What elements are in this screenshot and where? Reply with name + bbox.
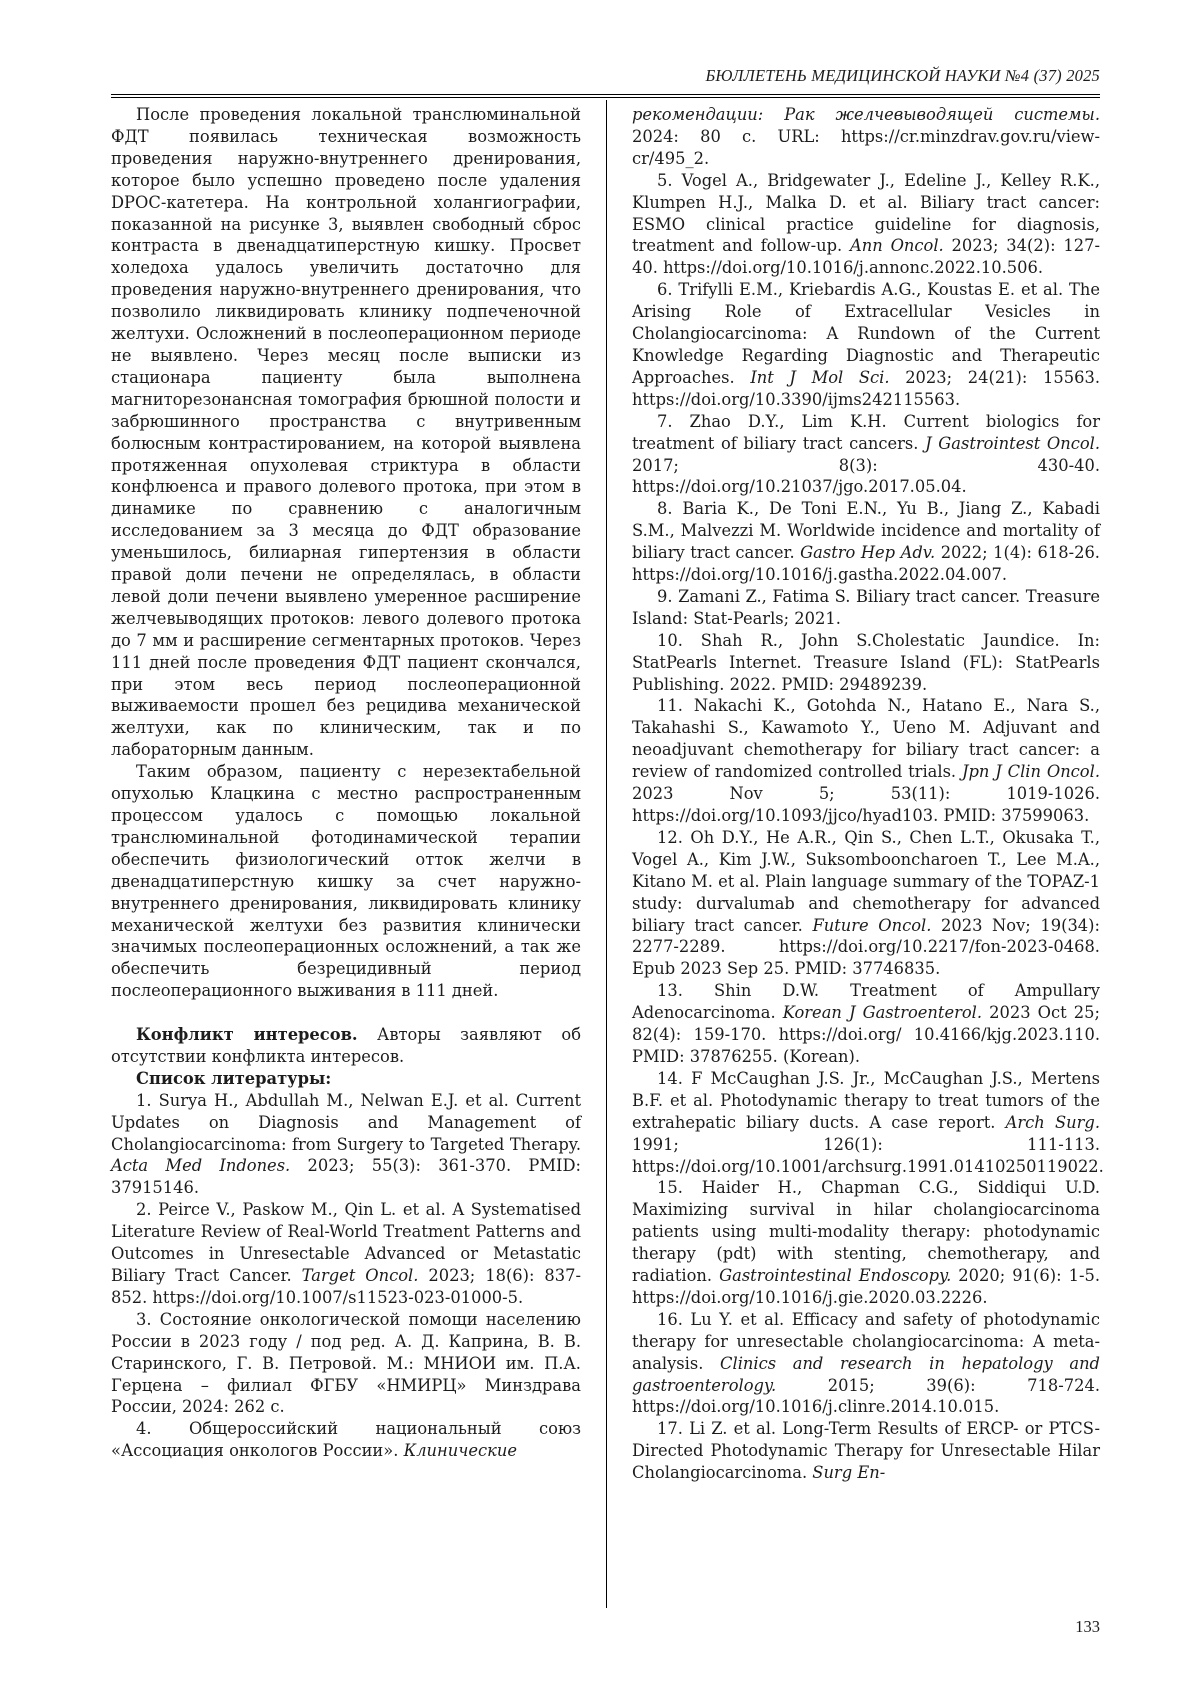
column-divider: [606, 100, 607, 1608]
page-number: 133: [1075, 1617, 1100, 1636]
reference-item: 1. Surya H., Abdullah M., Nelwan E.J. et al. Current Updates on Diagnosis and Management of Cholangiocarcinoma: from Surgery to Targeted Therapy. Acta Med Indones. 2023; 55(3): 361-370. PMID: 37915146.: [111, 1090, 582, 1198]
reference-item: 12. Oh D.Y., He A.R., Qin S., Chen L.T., Okusaka T., Vogel A., Kim J.W., Suksombooncharoen T., Lee M.A., Kitano M. et al. Plain language summary of the TOPAZ-1 study: durvalumab and chemotherapy for advanced biliary tract cancer. Future Oncol. 2023 Nov; 19(34): 2277-2289. https://doi.org/10.2217/fon-2023-0468. Epub 2023 Sep 25. PMID: 37746835.: [632, 827, 1100, 979]
conflict-of-interest: [111, 1024, 581, 1068]
body-paragraph-1: После проведения локальной транслюминальной ФДТ появилась техническая возможность проведения наружно-внутреннего дренирования, которое было успешно проведено после удаления DPOC-катетера. На контрольной холангиографии, показанной на рисунке 3, выявлен свободный сброс контраста в двенадцатиперстную кишку. Просвет холедоха удалось увеличить достаточно для проведения наружно-внутреннего дренирования, что позволило ликвидировать клинику подпеченочной желтухи. Осложнений в послеоперационном периоде не выявлено. Через месяц после выписки из стационара пациенту была выполнена магниторезонансная томография брюшной полости и забрюшинного пространства с внутривенным болюсным контрастированием, на которой выявлена протяженная опухолевая стриктура в области конфлюенса и правого долевого протока, при этом в динамике по сравнению с аналогичным исследованием за 3 месяца до ФДТ образование уменьшилось, билиарная гипертензия в области правой доли печени не определялась, в области левой доли печени выявлено умеренное расширение желчевыводящих протоков: левого долевого протока до 7 мм и расширение сегментарных протоков. Через 111 дней после проведения ФДТ пациент скончался, при этом весь период послеоперационной выживаемости прошел без рецидива механической желтухи, как по клиническим, так и по лабораторным данным.: [111, 105, 581, 760]
reference-item: 15. Haider H., Chapman C.G., Siddiqui U.D. Maximizing survival in hilar cholangiocarcinoma patients using multi-modality therapy: photodynamic therapy (pdt) with stenting, chemotherapy, and radiation. Gastrointestinal Endoscopy. 2020; 91(6): 1-5. https://doi.org/10.1016/j.gie.2020.03.2226.: [632, 1178, 1101, 1307]
right-column: [632, 104, 1104, 1484]
reference-item: 14. F McCaughan J.S. Jr., McCaughan J.S., Mertens B.F. et al. Photodynamic therapy to treat tumors of the extrahepatic biliary ducts. A case report. Arch Surg. 1991; 126(1): 111-113. https://doi.org/10.1001/archsurg.1991.01410250119022.: [632, 1068, 1104, 1176]
reference-item: 17. Li Z. et al. Long-Term Results of ERCP- or PTCS-Directed Photodynamic Therapy for Unresectable Hilar Cholangiocarcinoma. Surg En-: [632, 1419, 1100, 1483]
reference-item-continued: рекомендации: Рак желчевыводящей системы. 2024: 80 с. URL: https://cr.minzdrav.gov.ru/view-cr/495_2.: [632, 105, 1100, 168]
header-rule: [111, 94, 1100, 95]
header-rule-secondary: [111, 97, 1100, 98]
reference-item: 2. Peirce V., Paskow M., Qin L. et al. A Systematised Literature Review of Real-World Treatment Patterns and Outcomes in Unresectable Advanced or Metastatic Biliary Tract Cancer. Target Oncol. 2023; 18(6): 837-852. https://doi.org/10.1007/s11523-023-01000-5.: [111, 1200, 582, 1307]
conflict-title: Конфликт интересов.: [136, 1025, 358, 1045]
body-paragraph-2: Таким образом, пациенту с нерезектабельной опухолью Клацкина с местно распространенным процессом удалось с помощью локальной транслюминальной фотодинамической терапии обеспечить физиологический отток желчи в двенадцатиперстную кишку за счет наружно-внутреннего дренирования, ликвидировать клинику механической желтухи без развития клинически значимых послеоперационных осложнений, а так же обеспечить безрецидивный период послеоперационного выживания в 111 дней.: [111, 762, 581, 1001]
journal-header: БЮЛЛЕТЕНЬ МЕДИЦИНСКОЙ НАУКИ №4 (37) 2025: [705, 66, 1100, 85]
reference-item: 11. Nakachi K., Gotohda N., Hatano E., Nara S., Takahashi S., Kawamoto Y., Ueno M. Adjuvant and neoadjuvant chemotherapy for biliary tract cancer: a review of randomized controlled trials. Jpn J Clin Oncol. 2023 Nov 5; 53(11): 1019-1026. https://doi.org/10.1093/jjco/hyad103. PMID: 37599063.: [632, 696, 1100, 825]
reference-item: 4. Общероссийский национальный союз «Ассоциация онкологов России». Клинические: [111, 1419, 581, 1461]
reference-item: 6. Trifylli E.M., Kriebardis A.G., Koustas E. et al. The Arising Role of Extracellular Vesicles in Cholangiocarcinoma: A Rundown of the Current Knowledge Regarding Diagnostic and Therapeutic Approaches. Int J Mol Sci. 2023; 24(21): 15563. https://doi.org/10.3390/ijms242115563.: [632, 280, 1100, 409]
conflict-text: Авторы заявляют об отсутствии конфликта интересов.: [111, 1025, 581, 1066]
reference-item: 9. Zamani Z., Fatima S. Biliary tract cancer. Treasure Island: Stat-Pearls; 2021.: [632, 586, 1100, 628]
references-title: Список литературы:: [136, 1068, 332, 1088]
reference-item: 16. Lu Y. et al. Efficacy and safety of photodynamic therapy for unresectable cholangiocarcinoma: A meta-analysis. Clinics and research in hepatology and gastroenterology. 2015; 39(6): 718-724. https://doi.org/10.1016/j.clinre.2014.10.015.: [632, 1309, 1100, 1417]
reference-item: 3. Состояние онкологической помощи населению России в 2023 году / под ред. А. Д. Каприна, В. В. Старинского, Г. В. Петровой. М.: МНИОИ им. П.А. Герцена – филиал ФГБУ «НМИРЦ» Минздрава России, 2024: 262 с.: [111, 1309, 581, 1417]
reference-item: 10. Shah R., John S.Cholestatic Jaundice. In: StatPearls Internet. Treasure Island (FL): StatPearls Publishing. 2022. PMID: 29489239.: [632, 630, 1100, 694]
reference-item: 8. Baria K., De Toni E.N., Yu B., Jiang Z., Kabadi S.M., Malvezzi M. Worldwide incidence and mortality of biliary tract cancer. Gastro Hep Adv. 2022; 1(4): 618-26. https://doi.org/10.1016/j.gastha.2022.04.007.: [632, 499, 1100, 585]
reference-item: 7. Zhao D.Y., Lim K.H. Current biologics for treatment of biliary tract cancers. J Gastrointest Oncol. 2017; 8(3): 430-40. https://doi.org/10.21037/jgo.2017.05.04.: [632, 411, 1100, 497]
reference-item: 13. Shin D.W. Treatment of Ampullary Adenocarcinoma. Korean J Gastroenterol. 2023 Oct 25; 82(4): 159-170. https://doi.org/ 10.4166/kjg.2023.110. PMID: 37876255. (Korean).: [632, 981, 1100, 1066]
left-column: [111, 104, 581, 1462]
reference-item: 5. Vogel A., Bridgewater J., Edeline J., Kelley R.K., Klumpen H.J., Malka D. et al. Biliary tract cancer: ESMO clinical practice guideline for diagnosis, treatment and follow-up. Ann Oncol. 2023; 34(2): 127-40. https://doi.org/10.1016/j.annonc.2022.10.506.: [632, 170, 1100, 278]
